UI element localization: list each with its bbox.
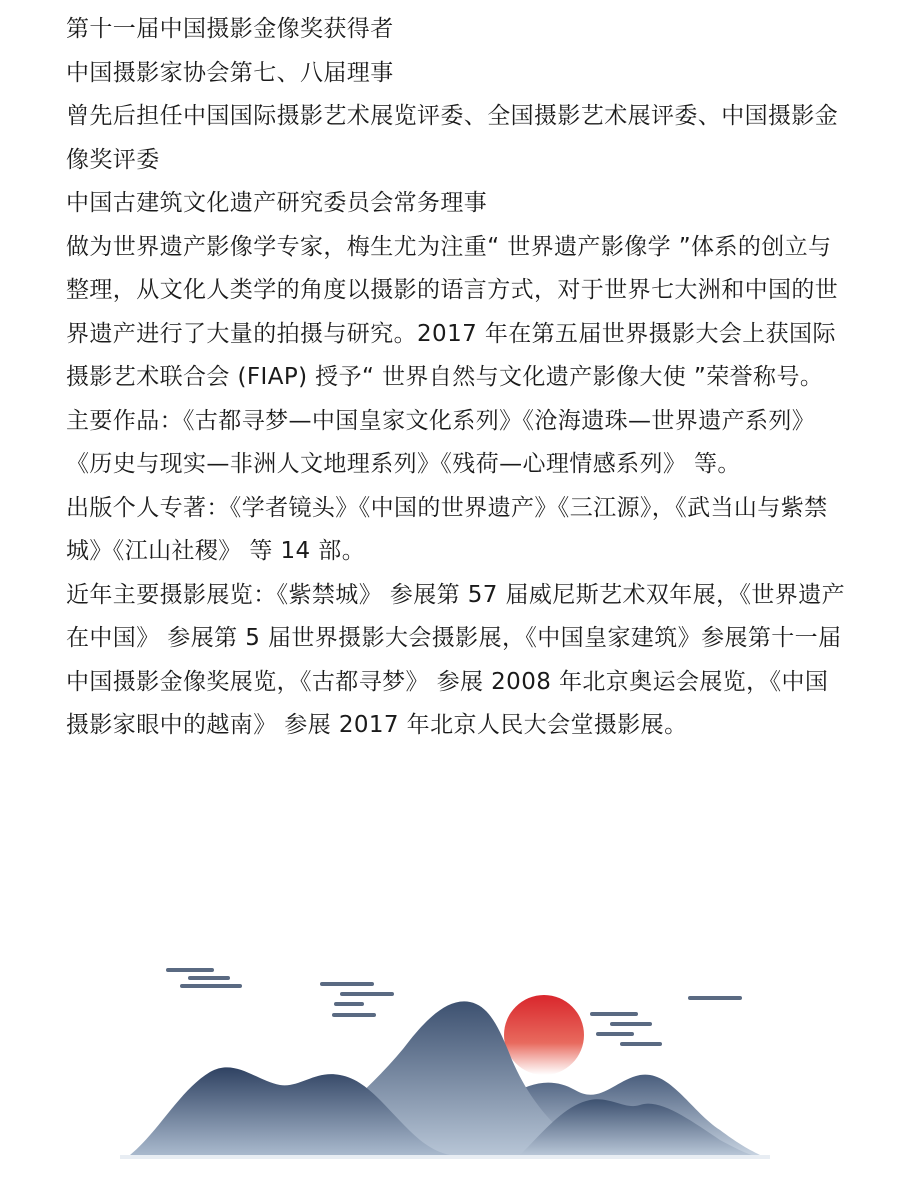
bio-paragraph-works: 主要作品：《古都寻梦—中国皇家文化系列》《沧海遗珠—世界遗产系列》《历史与现实—非洲人文地理系列》《残荷—心理情感系列》 等。 [66, 407, 816, 477]
bio-paragraph-exhibitions: 近年主要摄影展览：《紫禁城》 参展第 57 届威尼斯艺术双年展，《世界遗产在中国》 参展第 5 届世界摄影大会摄影展，《中国皇家建筑》参展第十一届中国摄影金像奖展览，《古都寻梦》 参展 2008 年北京奥运会展览，《中国摄影家眼中的越南》 参展 2017 年北京人民大会堂摄影展。 [66, 581, 845, 738]
cloud-right [592, 1014, 660, 1044]
bio-line-judge: 曾先后担任中国国际摄影艺术展览评委、全国摄影艺术展评委、中国摄影金像奖评委 [66, 103, 839, 173]
bio-line-heritage-committee: 中国古建筑文化遗产研究委员会常务理事 [66, 190, 488, 216]
foreground-mist [120, 1155, 770, 1159]
cloud-left-top [168, 970, 240, 986]
mountain-sun-illustration [0, 940, 900, 1188]
cloud-left-middle [322, 984, 392, 1015]
bio-paragraph-publications: 出版个人专著：《学者镜头》《中国的世界遗产》《三江源》，《武当山与紫禁城》《江山社稷》 等 14 部。 [66, 494, 828, 564]
bio-line-award: 第十一届中国摄影金像奖获得者 [66, 16, 394, 42]
red-sun [504, 995, 584, 1075]
biography-text [66, 8, 846, 748]
bio-paragraph-heritage-expert: 做为世界遗产影像学专家，梅生尤为注重“ 世界遗产影像学 ”体系的创立与整理，从文化人类学的角度以摄影的语言方式，对于世界七大洲和中国的世界遗产进行了大量的拍摄与研究。2017 年在第五届世界摄影大会上获国际摄影艺术联合会 (FIAP) 授予“ 世界自然与文化遗产影像大使 ”荣誉称号。 [66, 233, 839, 390]
bio-line-association: 中国摄影家协会第七、八届理事 [66, 59, 394, 86]
